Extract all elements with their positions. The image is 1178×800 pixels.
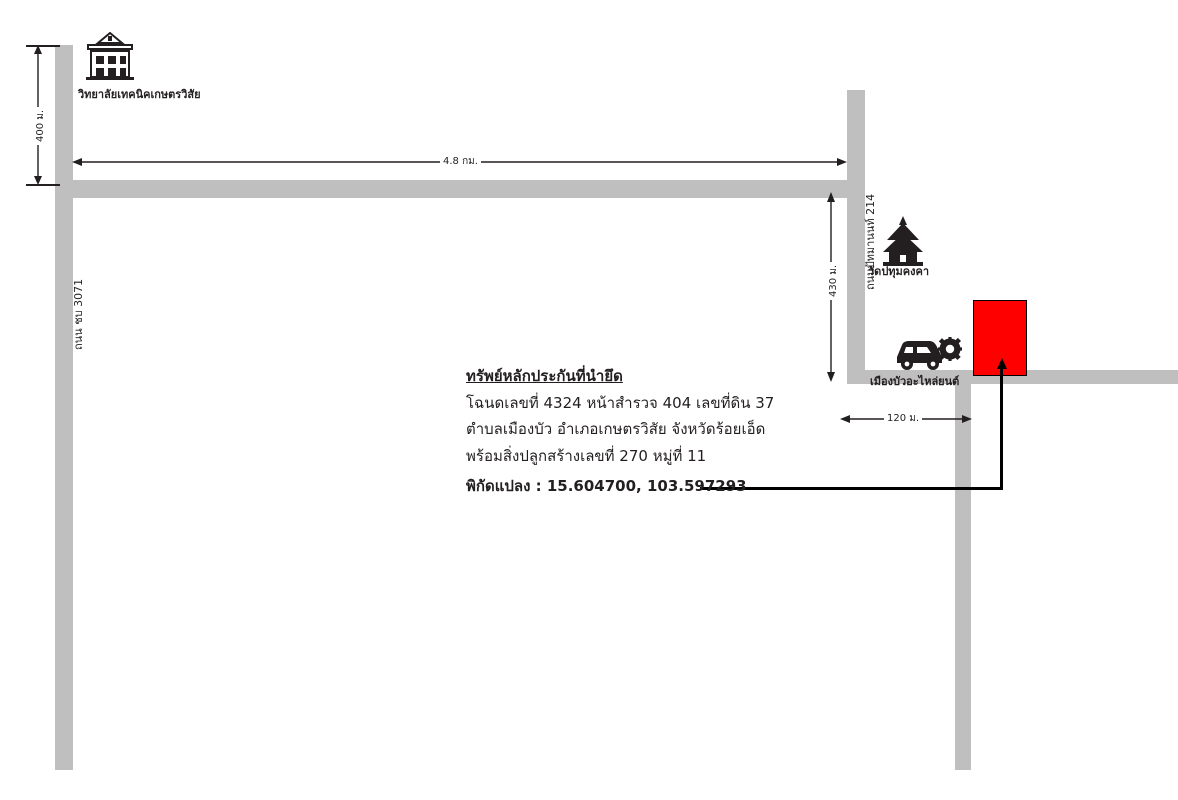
temple-label: วัดปทุมคงคา xyxy=(868,265,930,278)
road-3071-label: ถนน ชบ 3071 xyxy=(72,278,85,350)
car-repair-label: เมืองบัวอะไหล่ยนต์ xyxy=(870,375,960,388)
tick-400m-top xyxy=(26,45,60,47)
leader-arrow-icon xyxy=(994,358,1010,374)
technical-college-label: วิทยาลัยเทคนิคเกษตรวิสัย xyxy=(78,88,201,101)
property-coordinates: พิกัดแปลง : 15.604700, 103.597293 xyxy=(466,476,747,495)
property-info-title: ทรัพย์หลักประกันที่นำยึด xyxy=(466,367,623,385)
road-main-horizontal xyxy=(55,180,865,198)
tick-400m-bottom xyxy=(26,184,60,186)
dimension-label-430m: 430 ม. xyxy=(826,262,841,300)
property-info-line-2: ตำบลเมืองบัว อำเภอเกษตรวิสัย จังหวัดร้อยเอ็ด xyxy=(466,420,766,439)
road-east-vertical-north xyxy=(847,90,865,198)
temple-icon xyxy=(879,216,927,266)
leader-line-vertical xyxy=(1000,366,1003,490)
dimension-label-120m: 120 ม. xyxy=(884,411,922,426)
property-info-line-1: โฉนดเลขที่ 4324 หน้าสำรวจ 404 เลขที่ดิน 37 xyxy=(466,394,775,412)
property-info-line-3: พร้อมสิ่งปลูกสร้างเลขที่ 270 หมู่ที่ 11 xyxy=(466,446,707,465)
road-south-vertical xyxy=(955,376,971,770)
dimension-label-4800m: 4.8 กม. xyxy=(440,154,481,169)
car-repair-icon xyxy=(893,331,963,373)
property-info-block xyxy=(466,364,886,498)
road-214-label: ถนนปัทมานนท์ 214 xyxy=(864,193,877,290)
dimension-label-400m: 400 ม. xyxy=(33,107,48,145)
road-west-vertical xyxy=(55,45,73,770)
school-building-icon xyxy=(84,32,136,82)
